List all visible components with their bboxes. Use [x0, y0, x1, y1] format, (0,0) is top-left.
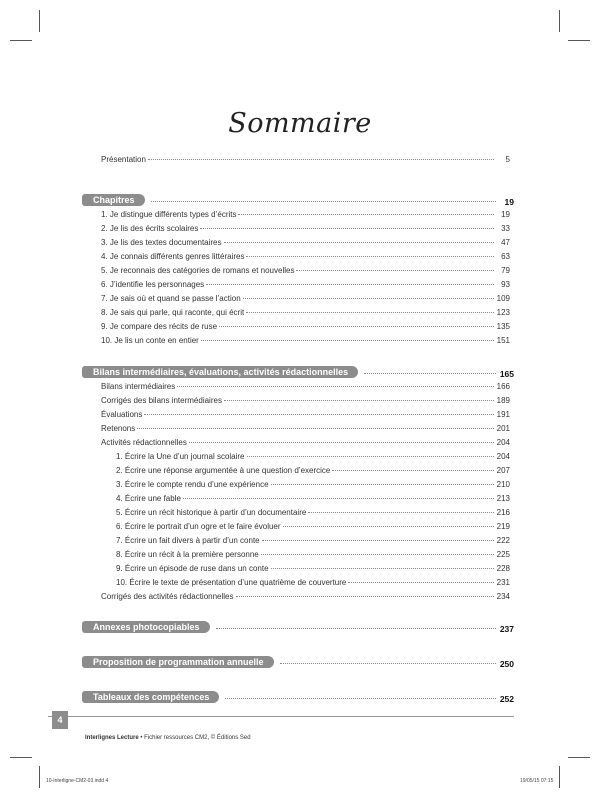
dot-leader: [261, 554, 494, 555]
toc-entry-label: Activités rédactionnelles: [101, 438, 187, 447]
toc-entry-page: 123: [496, 308, 510, 317]
dot-leader: [148, 159, 494, 160]
toc-entry-presentation[interactable]: [101, 155, 510, 164]
toc-subentry[interactable]: [116, 578, 510, 587]
dot-leader: [348, 582, 494, 583]
footer-text: • Fichier ressources CM2, © Éditions Sed: [138, 735, 251, 741]
page-number: 4: [52, 711, 68, 729]
toc-entry-label: Présentation: [101, 155, 146, 164]
section-title: Proposition de programmation annuelle: [85, 656, 274, 668]
toc-entry-page: 228: [496, 564, 510, 573]
section-header-annexes[interactable]: [85, 621, 514, 635]
crop-mark: [10, 40, 32, 41]
dot-leader: [271, 484, 494, 485]
toc-entry-page: 201: [496, 424, 510, 433]
toc-entry-label: Corrigés des activités rédactionnelles: [101, 592, 234, 601]
section-page: 250: [499, 659, 514, 669]
section-title: Chapitres: [85, 194, 145, 206]
toc-entry-label: 7. Écrire un fait divers à partir d’un conte: [116, 536, 260, 545]
toc-entry-label: 10. Je lis un conte en entier: [101, 336, 199, 345]
toc-entry-page: 189: [496, 396, 510, 405]
toc-entry-label: 8. Je sais qui parle, qui raconte, qui écrit: [101, 308, 245, 317]
dot-leader: [243, 298, 494, 299]
toc-entry-label: 4. Écrire une fable: [116, 494, 181, 503]
section-header-chapitres[interactable]: [85, 194, 514, 208]
section-title: Annexes photocopiables: [85, 621, 210, 633]
dot-leader: [364, 373, 496, 374]
dot-leader: [308, 512, 494, 513]
toc-entry-page: 93: [501, 280, 510, 289]
dot-leader: [247, 456, 494, 457]
section-page: 19: [504, 197, 514, 207]
dot-leader: [144, 414, 494, 415]
toc-entry-page: 225: [496, 550, 510, 559]
toc-entry-page: 63: [501, 252, 510, 261]
toc-entry-page: 47: [501, 238, 510, 247]
crop-mark: [559, 766, 560, 788]
toc-entry-label: 3. Je lis des textes documentaires: [101, 238, 222, 247]
toc-entry-label: Évaluations: [101, 410, 143, 419]
toc-subentry[interactable]: [116, 480, 510, 489]
dot-leader: [201, 340, 494, 341]
section-title: Tableaux des compétences: [85, 691, 219, 703]
toc-entry-page: 33: [501, 224, 510, 233]
toc-entry-page: 191: [496, 410, 510, 419]
toc-subentry[interactable]: [116, 466, 510, 475]
toc-subentry[interactable]: [116, 564, 510, 573]
toc-entry-page: 207: [496, 466, 510, 475]
toc-entry-label: 7. Je sais où et quand se passe l’action: [101, 294, 241, 303]
section-page: 165: [499, 369, 514, 379]
toc-entry-label: 2. Je lis des écrits scolaires: [101, 224, 199, 233]
dot-leader: [332, 470, 494, 471]
toc-entry[interactable]: [101, 322, 510, 331]
print-slug-file: 10-Interligne-CM2-03.indd 4: [46, 778, 109, 784]
dot-leader: [225, 698, 496, 699]
dot-leader: [177, 386, 494, 387]
toc-entry-label: Corrigés des bilans intermédiaires: [101, 396, 222, 405]
crop-mark: [39, 10, 40, 32]
toc-entry-page: 109: [496, 294, 510, 303]
toc-entry[interactable]: [101, 280, 510, 289]
dot-leader: [224, 242, 494, 243]
toc-entry[interactable]: [101, 210, 510, 219]
dot-leader: [246, 312, 494, 313]
dot-leader: [216, 628, 496, 629]
section-page: 237: [499, 624, 514, 634]
toc-entry-page: 79: [501, 266, 510, 275]
toc-entry-page: 151: [496, 336, 510, 345]
toc-entry[interactable]: [101, 410, 510, 419]
toc-entry[interactable]: [101, 396, 510, 405]
toc-entry-label: 1. Écrire la Une d’un journal scolaire: [116, 452, 245, 461]
toc-entry-label: 3. Écrire le compte rendu d’une expérience: [116, 480, 269, 489]
page-title: Sommaire: [228, 108, 372, 139]
dot-leader: [280, 663, 496, 664]
crop-mark: [39, 766, 40, 788]
dot-leader: [224, 400, 494, 401]
toc-entry-page: 231: [496, 578, 510, 587]
section-title: Bilans intermédiaires, évaluations, activités rédactionnelles: [85, 366, 358, 378]
toc-entry[interactable]: [101, 438, 510, 447]
dot-leader: [200, 228, 494, 229]
dot-leader: [271, 568, 494, 569]
toc-entry[interactable]: [101, 266, 510, 275]
toc-subentry[interactable]: [116, 494, 510, 503]
dot-leader: [246, 256, 494, 257]
toc-entry-label: 5. Je reconnais des catégories de romans et nouvelles: [101, 266, 295, 275]
toc-entry[interactable]: [101, 336, 510, 345]
section-header-programmation[interactable]: [85, 656, 514, 670]
toc-entry-label: 6. J’identifie les personnages: [101, 280, 205, 289]
toc-entry-label: 2. Écrire une réponse argumentée à une question d’exercice: [116, 466, 331, 475]
footer-rule: [48, 716, 514, 717]
toc-entry-page: 222: [496, 536, 510, 545]
section-page: 252: [499, 694, 514, 704]
toc-entry-label: Retenons: [101, 424, 136, 433]
toc-entry-label: 6. Écrire le portrait d’un ogre et le faire évoluer: [116, 522, 281, 531]
dot-leader: [151, 201, 496, 202]
toc-entry-label: 1. Je distingue différents types d’écrits: [101, 210, 237, 219]
dot-leader: [189, 442, 494, 443]
dot-leader: [219, 326, 494, 327]
toc-entry-page: 216: [496, 508, 510, 517]
section-header-bilans[interactable]: [85, 366, 514, 380]
toc-entry[interactable]: [101, 252, 510, 261]
toc-entry[interactable]: [101, 592, 510, 601]
toc-subentry[interactable]: [116, 522, 510, 531]
toc-subentry[interactable]: [116, 536, 510, 545]
toc-entry-label: 8. Écrire un récit à la première personne: [116, 550, 259, 559]
toc-entry-page: 5: [505, 155, 510, 164]
dot-leader: [206, 284, 494, 285]
toc-entry[interactable]: [101, 382, 510, 391]
dot-leader: [238, 214, 494, 215]
toc-entry[interactable]: [101, 424, 510, 433]
section-header-competences[interactable]: [85, 691, 514, 705]
dot-leader: [296, 270, 494, 271]
toc-entry-label: 10. Écrire le texte de présentation d’une quatrième de couverture: [116, 578, 347, 587]
toc-subentry[interactable]: [116, 452, 510, 461]
dot-leader: [183, 498, 494, 499]
toc-subentry[interactable]: [116, 508, 510, 517]
toc-entry-page: 166: [496, 382, 510, 391]
crop-mark: [568, 757, 590, 758]
crop-mark: [559, 10, 560, 32]
crop-mark: [10, 757, 32, 758]
toc-entry-page: 219: [496, 522, 510, 531]
toc-entry-page: 210: [496, 480, 510, 489]
toc-entry-label: 5. Écrire un récit historique à partir d’un documentaire: [116, 508, 307, 517]
toc-entry-page: 234: [496, 592, 510, 601]
crop-mark: [568, 40, 590, 41]
toc-entry-label: 9. Je compare des récits de ruse: [101, 322, 218, 331]
toc-entry[interactable]: [101, 224, 510, 233]
toc-subentry[interactable]: [116, 550, 510, 559]
toc-entry-label: Bilans intermédiaires: [101, 382, 176, 391]
toc-entry-label: 9. Écrire un épisode de ruse dans un conte: [116, 564, 269, 573]
toc-entry-page: 204: [496, 438, 510, 447]
toc-entry-page: 19: [501, 210, 510, 219]
toc-entry[interactable]: [101, 294, 510, 303]
toc-entry[interactable]: [101, 238, 510, 247]
footer-credit: [85, 735, 251, 741]
toc-entry-page: 204: [496, 452, 510, 461]
footer-brand: Interlignes Lecture: [85, 735, 139, 741]
toc-entry-page: 213: [496, 494, 510, 503]
dot-leader: [137, 428, 494, 429]
print-slug-date: 19/05/15 07:15: [520, 778, 554, 784]
toc-entry[interactable]: [101, 308, 510, 317]
toc-entry-label: 4. Je connais différents genres littéraires: [101, 252, 245, 261]
toc-entry-page: 135: [496, 322, 510, 331]
dot-leader: [262, 540, 494, 541]
dot-leader: [236, 596, 494, 597]
dot-leader: [283, 526, 494, 527]
